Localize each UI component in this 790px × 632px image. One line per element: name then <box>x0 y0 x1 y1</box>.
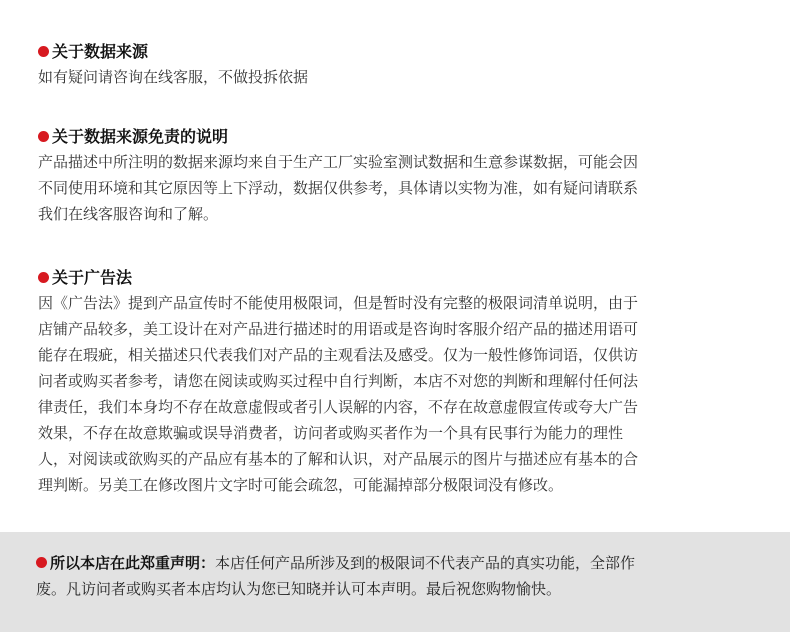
section-data-source <box>38 40 758 90</box>
section-advertising-law <box>38 266 758 498</box>
body-line: 人，对阅读或欲购买的产品应有基本的了解和认识，对产品展示的图片与描述应有基本的合 <box>38 450 639 468</box>
body-line: 产品描述中所注明的数据来源均来自于生产工厂实验室测试数据和生意参谋数据，可能会因 <box>38 153 639 171</box>
section-heading <box>38 40 758 64</box>
section-body <box>38 149 758 227</box>
body-line: 不同使用环境和其它原因等上下浮动，数据仅供参考，具体请以实物为准，如有疑问请联系 <box>38 179 639 197</box>
body-line: 店铺产品较多，美工设计在对产品进行描述时的用语或是咨询时客服介绍产品的描述用语可 <box>38 320 639 338</box>
section-heading <box>38 266 758 290</box>
footer-line <box>36 550 766 576</box>
footer-declaration <box>0 532 790 632</box>
section-body <box>38 290 758 498</box>
footer-text <box>36 550 766 602</box>
body-line: 效果，不存在故意欺骗或误导消费者，访问者或购买者作为一个具有民事行为能力的理性 <box>38 424 624 442</box>
red-dot-icon <box>38 46 49 57</box>
section-title: 关于数据来源 <box>52 42 149 61</box>
body-line: 理判断。另美工在修改图片文字时可能会疏忽，可能漏掉部分极限词没有修改。 <box>38 476 564 494</box>
footer-line: 废。凡访问者或购买者本店均认为您已知晓并认可本声明。最后祝您购物愉快。 <box>36 580 562 598</box>
section-data-source-disclaimer <box>38 125 758 227</box>
red-dot-icon <box>38 272 49 283</box>
body-line: 律责任，我们本身均不存在故意虚假或者引人误解的内容，不存在故意虚假宣传或夸大广告 <box>38 398 639 416</box>
body-line: 如有疑问请咨询在线客服，不做投拆依据 <box>38 68 309 86</box>
body-line: 我们在线客服咨询和了解。 <box>38 205 219 223</box>
section-title: 关于广告法 <box>52 268 133 287</box>
body-line: 因《广告法》提到产品宣传时不能使用极限词，但是暂时没有完整的极限词清单说明，由于 <box>38 294 639 312</box>
section-body <box>38 64 758 90</box>
red-dot-icon <box>36 557 47 568</box>
body-line: 能存在瑕疵，相关描述只代表我们对产品的主观看法及感受。仅为一般性修饰词语，仅供访 <box>38 346 639 364</box>
footer-line-text: 本店任何产品所涉及到的极限词不代表产品的真实功能，全部作 <box>215 554 636 572</box>
red-dot-icon <box>38 131 49 142</box>
section-title: 关于数据来源免责的说明 <box>52 127 229 146</box>
footer-label: 所以本店在此郑重声明： <box>50 554 216 572</box>
body-line: 问者或购买者参考，请您在阅读或购买过程中自行判断，本店不对您的判断和理解付任何法 <box>38 372 639 390</box>
section-heading <box>38 125 758 149</box>
